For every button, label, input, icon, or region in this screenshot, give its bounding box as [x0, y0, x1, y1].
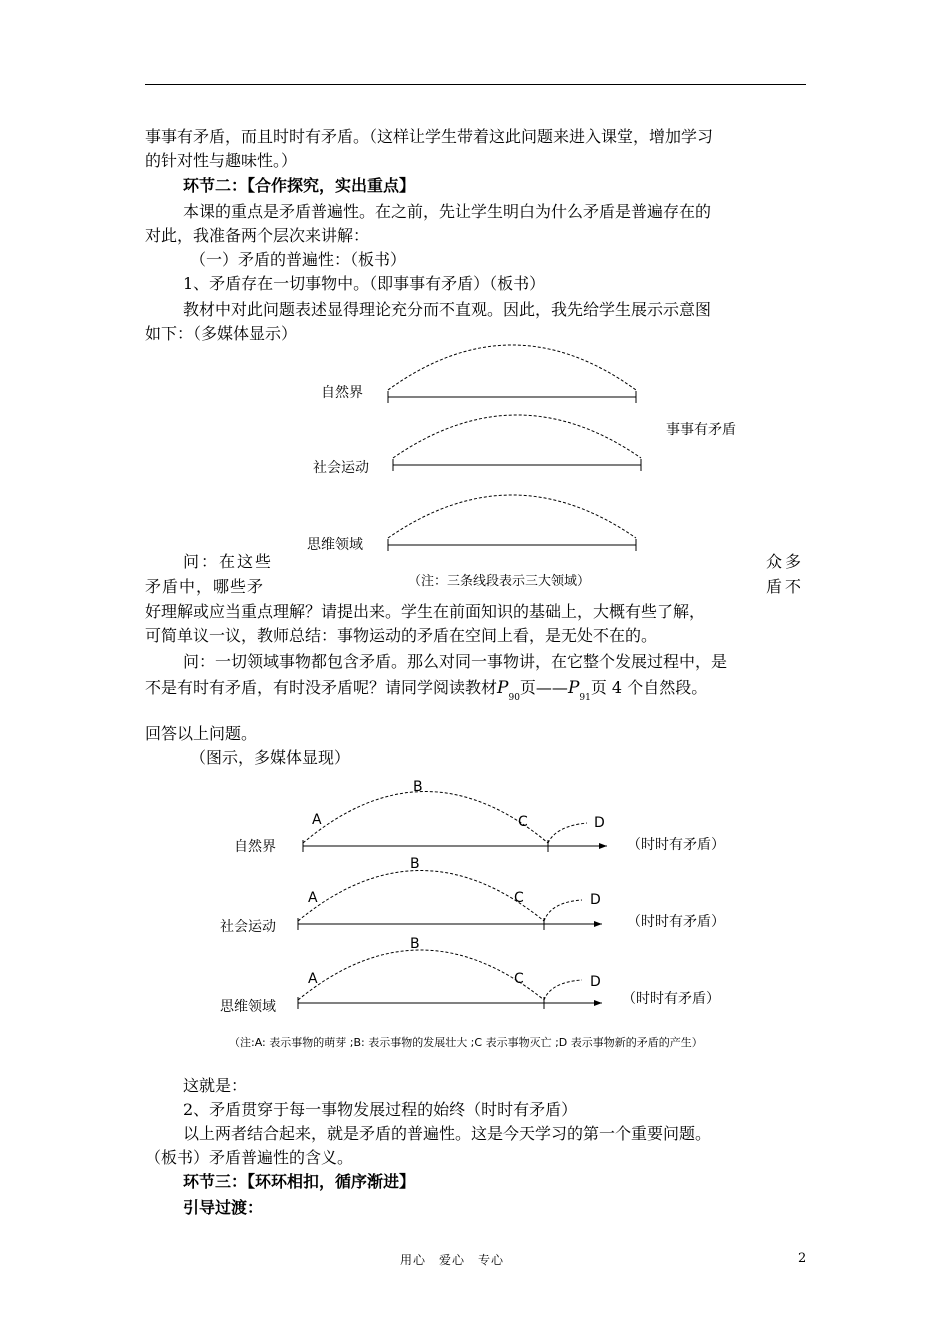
paragraph-line: 以上两者结合起来，就是矛盾的普遍性。这是今天学习的第一个重要问题。 [183, 1124, 712, 1143]
paragraph-line: 的针对性与趣味性。） [145, 151, 298, 170]
point-c: C [518, 814, 528, 830]
paragraph-line: （板书）矛盾普遍性的含义。 [145, 1148, 354, 1167]
paragraph-line: 好理解或应当重点理解？请提出来。学生在前面知识的基础上，大概有些了解， [145, 602, 706, 621]
side-label-everything: 事事有矛盾 [666, 422, 736, 438]
paragraph-line: 问：在这些 [183, 552, 274, 571]
point-c: C [514, 890, 524, 906]
paragraph-line: 盾不 [766, 577, 805, 596]
point-d: D [594, 815, 605, 831]
point-d: D [590, 892, 601, 908]
paragraph-line: 可简单议一议，教师总结：事物运动的矛盾在空间上看，是无处不在的。 [145, 626, 658, 645]
paragraph-line: 1、矛盾存在一切事物中。（即事事有矛盾）（板书） [183, 274, 546, 293]
label-society: 社会运动 [313, 460, 369, 476]
arc-abc-1 [303, 792, 548, 844]
point-a: A [312, 812, 322, 828]
paragraph-line: 众多 [766, 552, 805, 571]
paragraph-line: 回答以上问题。 [145, 724, 258, 743]
point-d: D [590, 974, 601, 990]
side-label-always: （时时有矛盾） [627, 914, 725, 930]
side-label-always: （时时有矛盾） [627, 837, 725, 853]
paragraph-line: 教材中对此问题表述显得理论充分而不直观。因此，我先给学生展示示意图 [183, 300, 712, 319]
paragraph-line: 对此，我准备两个层次来讲解： [145, 226, 370, 245]
point-b: B [413, 779, 423, 795]
section-heading: 环节二：【合作探究，实出重点】 [183, 176, 416, 195]
point-b: B [410, 936, 420, 952]
paragraph-line: 事事有矛盾，而且时时有矛盾。（这样让学生带着这此问题来进入课堂，增加学习 [145, 127, 714, 146]
arc-d-1 [548, 823, 587, 843]
subheading: 引导过渡： [183, 1198, 264, 1217]
page-ref-start: P [497, 678, 509, 698]
point-c: C [514, 971, 524, 987]
arc-d-3 [544, 980, 582, 1000]
diagram2-note: （注:A: 表示事物的萌芽 ;B: 表示事物的发展壮大 ;C 表示事物灭亡 ;D 表示事物新的矛盾的产生） [229, 1036, 703, 1049]
paragraph-line: 2、矛盾贯穿于每一事物发展过程的始终（时时有矛盾） [183, 1100, 578, 1119]
side-label-always: （时时有矛盾） [622, 991, 720, 1007]
label-thinking: 思维领域 [220, 999, 276, 1015]
label-thinking: 思维领域 [307, 537, 363, 553]
point-a: A [308, 971, 318, 987]
subheading: （一）矛盾的普遍性：（板书） [190, 250, 407, 269]
arc-abc-2 [298, 871, 544, 922]
label-nature: 自然界 [321, 385, 363, 401]
paragraph-line: 问：一切领域事物都包含矛盾。那么对同一事物讲，在它整个发展过程中，是 [183, 652, 728, 671]
page-footer: 用心 爱心 专心 [400, 1253, 505, 1267]
point-b: B [410, 856, 420, 872]
page-ref-end: P [567, 678, 580, 698]
paragraph-line: 如下：（多媒体显示） [145, 324, 298, 343]
paragraph-line: （图示，多媒体显现） [190, 748, 351, 767]
label-society: 社会运动 [220, 919, 276, 935]
arc-d-2 [544, 900, 582, 921]
diagram1-note: （注：三条线段表示三大领域） [408, 574, 591, 589]
paragraph-line: 矛盾中，哪些矛 [145, 577, 265, 596]
paragraph-line: 不是有时有矛盾，有时没矛盾呢？请同学阅读教材$P_{90}$页$——P_{91}$页 4 个自然段。 [145, 678, 708, 703]
page-number: 2 [798, 1251, 807, 1266]
paragraph-line: 本课的重点是矛盾普遍性。在之前，先让学生明白为什么矛盾是普遍存在的 [183, 202, 712, 221]
label-nature: 自然界 [234, 839, 276, 855]
point-a: A [308, 890, 318, 906]
section-heading: 环节三：【环环相扣，循序渐进】 [183, 1172, 416, 1191]
paragraph-line: 这就是： [183, 1076, 248, 1095]
arc-abc-3 [298, 950, 544, 1000]
